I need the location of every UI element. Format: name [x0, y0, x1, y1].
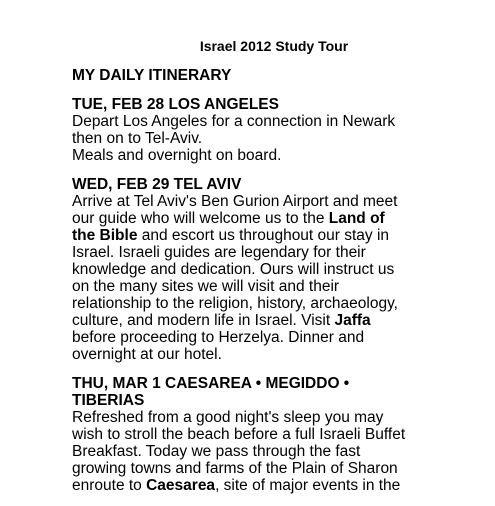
text-segment: overnight at our hotel.	[72, 346, 222, 363]
description-line	[72, 409, 482, 426]
place-name: Land of	[328, 210, 385, 227]
description-line	[72, 244, 482, 261]
description-line	[72, 193, 482, 210]
text-segment: culture, and modern life in Israel. Visit	[72, 312, 335, 329]
text-segment: Breakfast. Today we pass through the fast	[72, 443, 361, 460]
text-segment: then on to Tel-Aviv.	[72, 130, 203, 147]
day-description	[72, 409, 482, 494]
day-heading: WED, FEB 29 TEL AVIV	[72, 176, 242, 193]
description-line	[72, 460, 482, 477]
text-segment: knowledge and dedication. Ours will instruct us	[72, 261, 395, 278]
description-line	[72, 261, 482, 278]
place-name: Jaffa	[334, 312, 371, 329]
itinerary-days	[72, 96, 482, 494]
text-segment: and escort us throughout our stay in	[137, 227, 390, 244]
text-segment: growing towns and farms of the Plain of Sharon	[72, 460, 398, 477]
description-line	[72, 147, 482, 164]
description-line	[72, 295, 482, 312]
description-line	[72, 227, 482, 244]
day-heading: THU, MAR 1 CAESAREA • MEGIDDO • TIBERIAS	[72, 375, 350, 409]
section-title: MY DAILY ITINERARY	[72, 67, 232, 84]
text-segment: Depart Los Angeles for a connection in Newark	[72, 113, 396, 130]
text-segment: before proceeding to Herzelya. Dinner and	[72, 329, 365, 346]
text-segment: Arrive at Tel Aviv's Ben Gurion Airport and meet	[72, 193, 398, 210]
text-segment: Meals and overnight on board.	[72, 147, 282, 164]
description-line	[72, 113, 482, 130]
text-segment: Refreshed from a good night's sleep you may	[72, 409, 384, 426]
description-line	[72, 346, 482, 363]
description-line	[72, 210, 482, 227]
text-segment: Israel. Israeli guides are legendary for their	[72, 244, 366, 261]
text-segment: enroute to	[72, 477, 147, 494]
description-line	[72, 312, 482, 329]
text-segment: wish to stroll the beach before a full Israeli Buffet	[72, 426, 406, 443]
itinerary-day	[72, 96, 482, 164]
text-segment: , site of major events in the	[215, 477, 401, 494]
text-segment: on the many sites we will visit and their	[72, 278, 340, 295]
itinerary-day	[72, 375, 482, 494]
description-line	[72, 130, 482, 147]
description-line	[72, 278, 482, 295]
day-description	[72, 113, 482, 164]
document-title: Israel 2012 Study Tour	[199, 38, 349, 54]
text-segment: relationship to the religion, history, archaeology,	[72, 295, 398, 312]
description-line	[72, 426, 482, 443]
description-line	[72, 443, 482, 460]
place-name: Caesarea	[146, 477, 216, 494]
description-line	[72, 329, 482, 346]
day-description	[72, 193, 482, 363]
description-line	[72, 477, 482, 494]
itinerary-page	[72, 38, 482, 506]
place-name: the Bible	[72, 227, 138, 244]
text-segment: our guide who will welcome us to the	[72, 210, 329, 227]
day-heading: TUE, FEB 28 LOS ANGELES	[72, 96, 279, 113]
itinerary-day	[72, 176, 482, 363]
